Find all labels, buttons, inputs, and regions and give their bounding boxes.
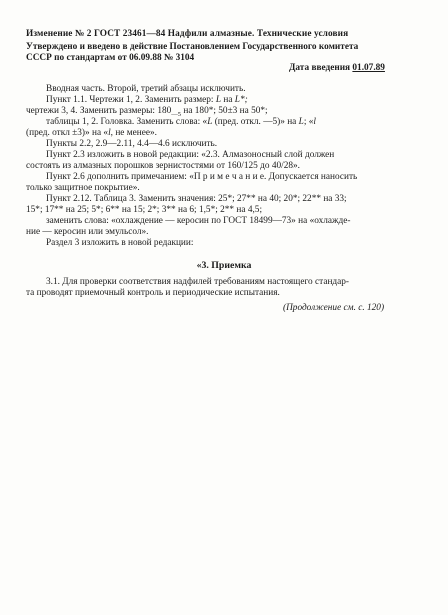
symbol-L: L	[215, 95, 222, 105]
text: , не менее».	[110, 128, 157, 138]
paragraph-3-line-1: Пункт 2.3 изложить в новой редакции: «2.3. Алмазоносный слой должен	[46, 150, 335, 160]
symbol-L: L	[298, 117, 304, 127]
paragraph-4-line-1: Пункт 2.6 дополнить примечанием: «П р и м е ч а н и е. Допускается наносить	[46, 172, 358, 182]
paragraph-intro: Вводная часть. Второй, третий абзацы исключить.	[46, 84, 246, 94]
paragraph-7-line-2: та проводят приемочный контроль и периодические испытания.	[26, 288, 280, 298]
effective-date	[289, 63, 385, 74]
text: ; «	[303, 117, 314, 127]
text: на 180*; 50±3 на 50*;	[183, 106, 268, 116]
paragraph-6: Раздел 3 изложить в новой редакции:	[46, 238, 194, 248]
change-title: Изменение № 2 ГОСТ 23461—84 Надфили алмазные. Технические условия	[26, 29, 349, 39]
text: (пред. откл ±3)» на «	[26, 128, 109, 138]
paragraph-5-line-1: Пункт 2.12. Таблица 3. Заменить значения: 25*; 27** на 40; 20*; 22** на 33;	[46, 194, 347, 204]
paragraph-2: Пункты 2.2, 2.9—2.11, 4.4—4.6 исключить.	[46, 139, 218, 149]
approval-line: Утверждено и введено в действие Постановлением Государственного комитета	[26, 42, 359, 52]
paragraph-1-3	[46, 117, 316, 128]
symbol-L-star: L*;	[234, 95, 248, 105]
text: чертежи 3, 4. Заменить размеры: 180	[26, 106, 172, 116]
approval-line-2: СССР по стандартам от 06.09.88 № 3104	[26, 53, 195, 63]
text: таблицы 1, 2. Головка. Заменить слова: «	[46, 117, 208, 127]
paragraph-5-line-2: 15*; 17** на 25; 5*; 6** на 15; 2*; 3** на 6; 1,5*; 2** на 4,5;	[26, 205, 263, 215]
section-title: «3. Приемка	[196, 260, 252, 271]
tolerance-subscript: —5	[171, 110, 182, 118]
paragraph-3-line-2: состоять из алмазных порошков зернистостями от 160/125 до 40/28».	[26, 161, 300, 171]
text: Пункт 1.1. Чертежи 1, 2. Заменить размер:	[46, 95, 214, 105]
paragraph-1-4	[26, 128, 157, 139]
paragraph-5-line-3: заменить слова: «охлаждение — керосин по ГОСТ 18499—73» на «охлажде-	[46, 216, 351, 226]
symbol-L: L	[207, 117, 213, 127]
effective-date-value: 01.07.89	[352, 63, 385, 73]
effective-date-label: Дата введения	[289, 63, 351, 73]
paragraph-4-line-2: только защитное покрытие».	[26, 183, 140, 193]
text: (пред. откл. —5)» на	[212, 117, 297, 127]
symbol-l: l	[108, 128, 111, 138]
symbol-l: l	[313, 117, 316, 127]
paragraph-7-line-1: 3.1. Для проверки соответствия надфилей требованиям настоящего стандар-	[46, 277, 350, 287]
continued-note: (Продолжение см. с. 120)	[283, 303, 385, 313]
paragraph-1-1	[46, 95, 248, 106]
text: на	[223, 95, 233, 105]
paragraph-5-line-4: ние — керосин или эмульсол».	[26, 227, 149, 237]
